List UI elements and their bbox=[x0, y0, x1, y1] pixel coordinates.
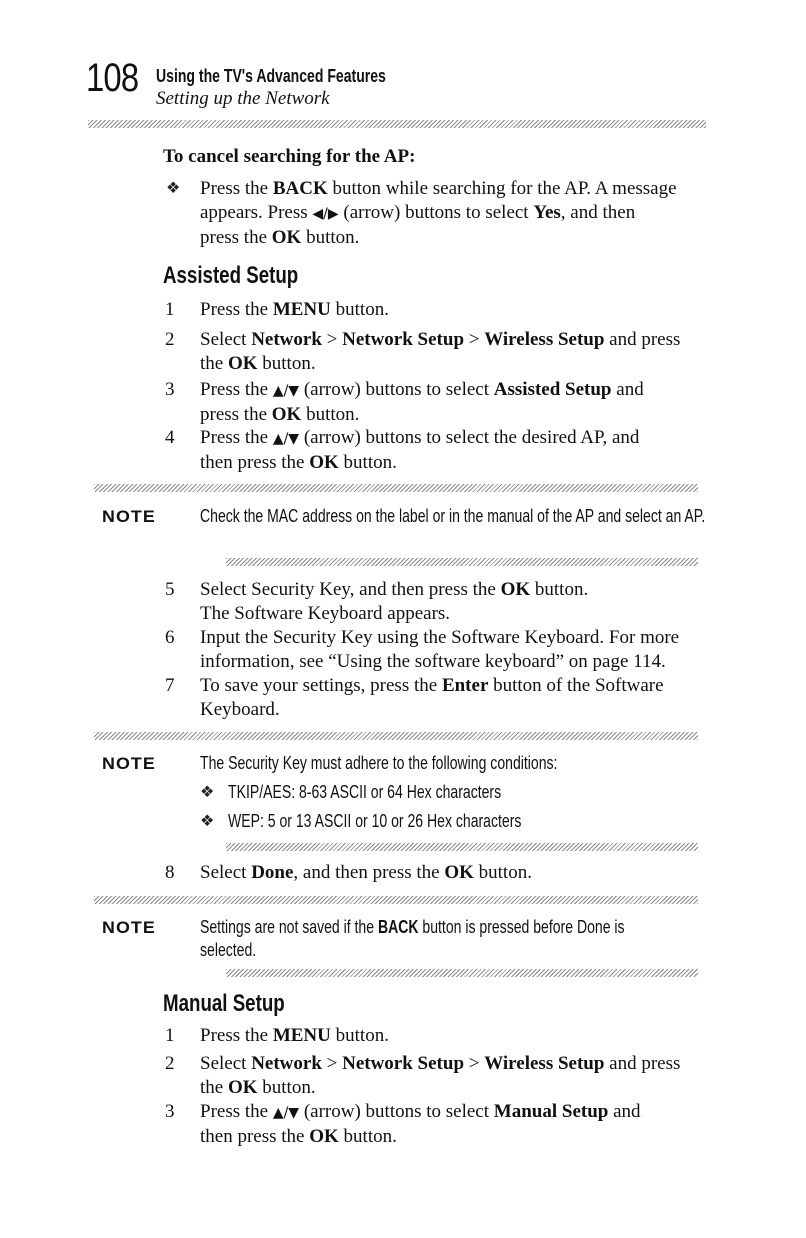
header-rule bbox=[88, 120, 706, 128]
manual-step-2: Select Network > Network Setup > Wireless Setup and press the OK button. bbox=[200, 1053, 681, 1098]
cancel-bullet-line-2: appears. Press ◀/▶ (arrow) buttons to select Yes, and then bbox=[200, 202, 636, 223]
manual-setup-heading: Manual Setup bbox=[163, 990, 285, 1017]
note-rule-top bbox=[94, 732, 698, 740]
up-down-arrow-icon: ▲/▼ bbox=[272, 383, 300, 399]
step-number: 3 bbox=[165, 1101, 175, 1122]
cancel-bullet-line-1: Press the BACK button while searching for the AP. A message bbox=[200, 178, 677, 199]
diamond-bullet-icon: ❖ bbox=[200, 813, 215, 830]
up-down-arrow-icon: ▲/▼ bbox=[272, 1105, 300, 1121]
note-text: The Security Key must adhere to the following conditions: bbox=[200, 753, 558, 773]
step-number: 6 bbox=[165, 627, 175, 648]
assisted-setup-heading: Assisted Setup bbox=[163, 262, 299, 289]
step-number: 1 bbox=[165, 299, 175, 320]
note-label: NOTE bbox=[102, 507, 156, 526]
step-number: 8 bbox=[165, 862, 175, 883]
page-number: 108 bbox=[86, 56, 139, 100]
manual-step-3: Press the ▲/▼ (arrow) buttons to select Manual Setup and then press the OK button. bbox=[200, 1101, 641, 1147]
assisted-step-7: To save your settings, press the Enter button of the Software Keyboard. bbox=[200, 675, 664, 720]
step-number: 2 bbox=[165, 1053, 175, 1074]
note-rule-bottom bbox=[226, 969, 698, 977]
note-rule-top bbox=[94, 484, 698, 492]
cancel-heading: To cancel searching for the AP: bbox=[163, 146, 416, 167]
assisted-step-8: Select Done, and then press the OK button. bbox=[200, 862, 532, 883]
step-number: 2 bbox=[165, 329, 175, 350]
up-down-arrow-icon: ▲/▼ bbox=[272, 431, 300, 447]
step-number: 1 bbox=[165, 1025, 175, 1046]
diamond-bullet-icon: ❖ bbox=[200, 784, 215, 801]
note-rule-bottom bbox=[226, 843, 698, 851]
assisted-step-3: Press the ▲/▼ (arrow) buttons to select Assisted Setup and press the OK button. bbox=[200, 379, 644, 425]
assisted-step-6: Input the Security Key using the Software Keyboard. For more information, see “Using the software keyboard” on page 114. bbox=[200, 627, 680, 672]
chapter-title: Using the TV's Advanced Features bbox=[156, 66, 386, 86]
step-number: 7 bbox=[165, 675, 175, 696]
diamond-bullet-icon: ❖ bbox=[166, 180, 181, 197]
section-title: Setting up the Network bbox=[156, 88, 330, 109]
left-right-arrow-icon: ◀/▶ bbox=[312, 206, 339, 222]
note-bullet: TKIP/AES: 8-63 ASCII or 64 Hex characters bbox=[228, 782, 502, 802]
manual-step-1: Press the MENU button. bbox=[200, 1025, 389, 1046]
note-text: Settings are not saved if the BACK button is pressed before Done is selected. bbox=[200, 917, 625, 960]
cancel-bullet-line-3: press the OK button. bbox=[200, 227, 360, 248]
assisted-step-4: Press the ▲/▼ (arrow) buttons to select the desired AP, and then press the OK button. bbox=[200, 427, 640, 473]
step-number: 5 bbox=[165, 579, 175, 600]
note-rule-top bbox=[94, 896, 698, 904]
note-bullet: WEP: 5 or 13 ASCII or 10 or 26 Hex characters bbox=[228, 811, 522, 831]
note-rule-bottom bbox=[226, 558, 698, 566]
assisted-step-1: Press the MENU button. bbox=[200, 299, 389, 320]
step-number: 4 bbox=[165, 427, 175, 448]
note-label: NOTE bbox=[102, 754, 156, 773]
step-number: 3 bbox=[165, 379, 175, 400]
assisted-step-5: Select Security Key, and then press the OK button. The Software Keyboard appears. bbox=[200, 579, 589, 624]
note-label: NOTE bbox=[102, 918, 156, 937]
note-text: Check the MAC address on the label or in the manual of the AP and select an AP. bbox=[200, 506, 706, 526]
assisted-step-2: Select Network > Network Setup > Wireless Setup and press the OK button. bbox=[200, 329, 681, 374]
